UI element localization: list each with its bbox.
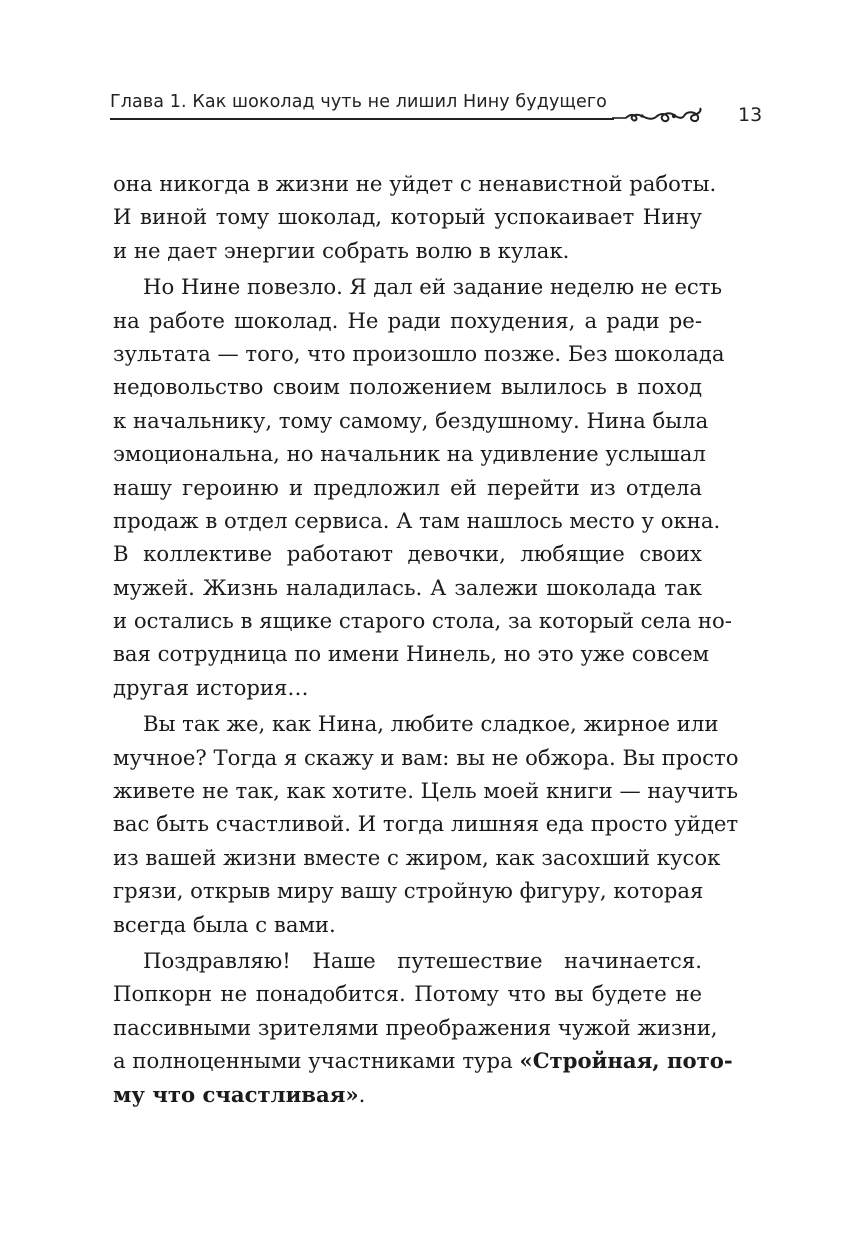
text-fragment: а полноценными участниками тура <box>113 1048 520 1074</box>
text-line: живете не так, как хотите. Цель моей книги — научить <box>113 778 739 804</box>
text-line: Но Нине повезло. Я дал ей задание неделю не есть <box>143 274 722 300</box>
text-line: нашу героиню и предложил ей перейти из отдела <box>113 474 702 500</box>
text-line: Вы так же, как Нина, любите сладкое, жирное или <box>143 711 719 737</box>
text-line: и не дает энергии собрать волю в кулак. <box>113 237 570 263</box>
text-line: эмоциональна, но начальник на удивление услышал <box>113 441 706 467</box>
chapter-title: Глава 1. Как шоколад чуть не лишил Нину будущего <box>110 92 607 112</box>
text-line: зультата — того, что произошло позже. Без шоколада <box>113 340 725 366</box>
text-line <box>113 1078 702 1111</box>
paragraph <box>113 707 739 941</box>
text-line: В коллективе работают девочки, любящие своих <box>113 541 702 567</box>
text-line: мучное? Тогда я скажу и вам: вы не обжора. Вы просто <box>113 744 739 770</box>
text-line: вая сотрудница по имени Нинель, но это уже совсем <box>113 641 710 667</box>
text-line: всегда была с вами. <box>113 911 336 937</box>
flourish-ornament-icon <box>612 105 708 127</box>
text-line: И виной тому шоколад, который успокаивает Нину <box>113 204 702 230</box>
page-number: 13 <box>738 104 763 126</box>
text-line: другая история… <box>113 674 309 700</box>
paragraph <box>113 944 733 1111</box>
text-line: Поздравляю! Наше путешествие начинается. <box>143 947 702 973</box>
text-line: к начальнику, тому самому, бездушному. Нина была <box>113 407 709 433</box>
text-line: на работе шоколад. Не ради похудения, а ради ре- <box>113 307 702 333</box>
text-line: вас быть счастливой. И тогда лишняя еда просто уйдет <box>113 811 739 837</box>
book-tour-title: «Стройная, пото- <box>519 1048 733 1074</box>
text-line: и остались в ящике старого стола, за который села но- <box>113 608 732 634</box>
text-line <box>113 1044 733 1077</box>
text-line: продаж в отдел сервиса. А там нашлось место у окна. <box>113 507 721 533</box>
paragraph <box>113 167 717 267</box>
text-line: из вашей жизни вместе с жиром, как засохший кусок <box>113 844 721 870</box>
book-tour-title-continued: му что счастливая» <box>113 1081 359 1107</box>
final-period: . <box>358 1081 366 1107</box>
running-header <box>110 92 763 132</box>
text-line: недовольство своим положением вылилось в поход <box>113 374 702 400</box>
text-line: Попкорн не понадобится. Потому что вы будете не <box>113 981 702 1007</box>
paragraph <box>113 270 732 704</box>
text-line: грязи, открыв миру вашу стройную фигуру, которая <box>113 878 704 904</box>
header-rule <box>110 118 614 120</box>
text-line: мужей. Жизнь наладилась. А залежи шоколада так <box>113 574 702 600</box>
body-text <box>113 167 739 1111</box>
text-line: пассивными зрителями преображения чужой жизни, <box>113 1014 718 1040</box>
text-line: она никогда в жизни не уйдет с ненавистной работы. <box>113 171 717 196</box>
